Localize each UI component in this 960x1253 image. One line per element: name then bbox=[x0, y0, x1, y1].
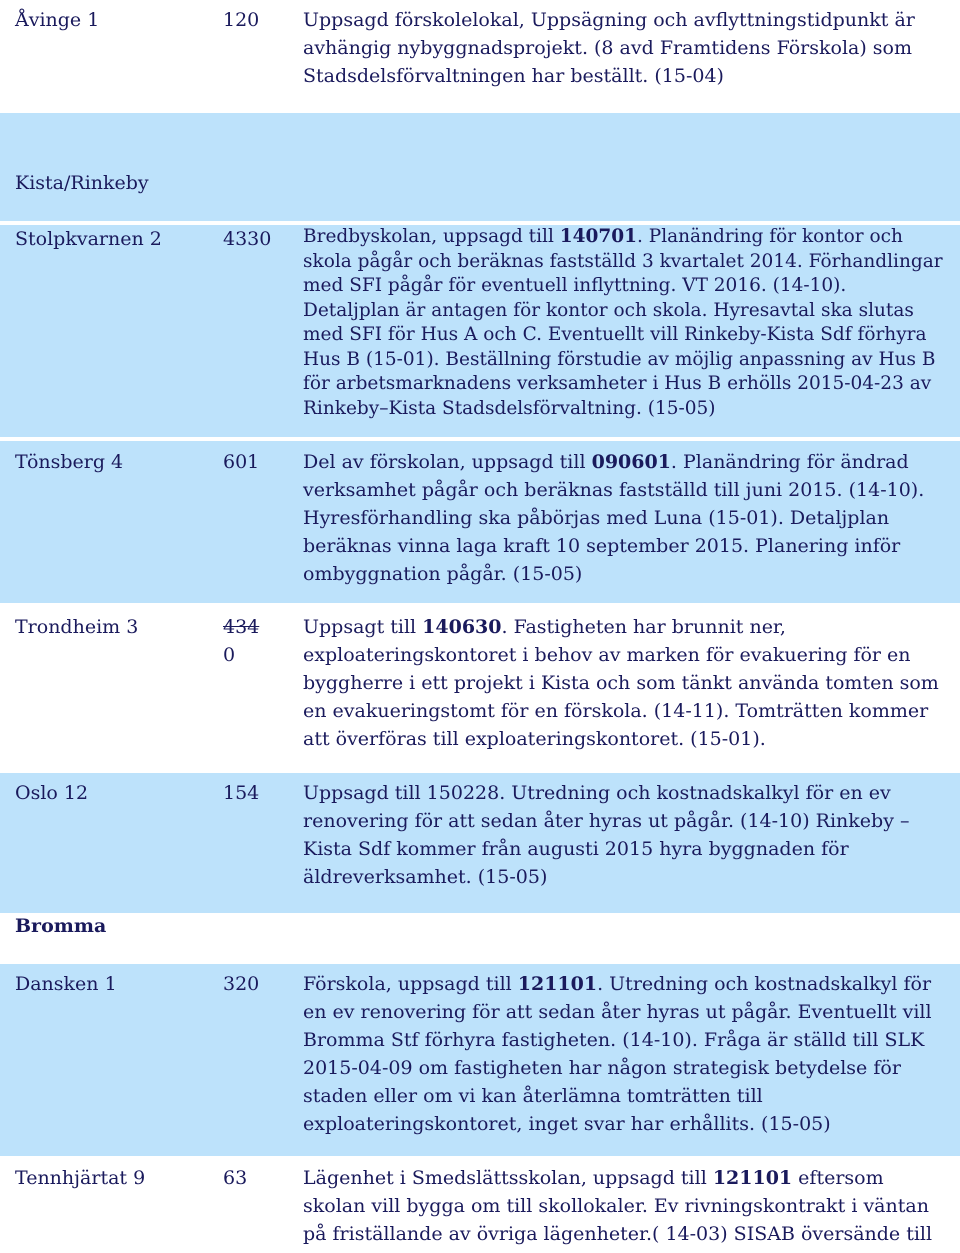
property-name: Stolpkvarnen 2 bbox=[15, 228, 162, 250]
date-bold: 090601 bbox=[591, 451, 671, 473]
description-text: . Planändring för kontor och skola pågår och beräknas fastställd 3 kvartalet 2014. Förhandlingar med SFI pågår för eventuell inflyttning. VT 2016. (14-10). Detaljplan är antagen för kontor och skola. Hyresavtal ska slutas med SFI för Hus A och C. Eventuellt vill Rinkeby-Kista Sdf förhyra Hus B (15-01). Beställning förstudie av möjlig anpassning av Hus B för arbetsmarknadens verksamheter i Hus B erhölls 2015-04-23 av Rinkeby–Kista Stadsdelsförvaltning. (15-05) bbox=[303, 226, 943, 419]
area-value bbox=[223, 613, 293, 669]
description bbox=[303, 448, 948, 588]
date-bold: 140630 bbox=[422, 616, 502, 638]
description bbox=[303, 779, 948, 891]
description-text: Förskola, uppsagd till bbox=[303, 973, 518, 995]
table-row bbox=[0, 607, 960, 769]
description bbox=[303, 613, 948, 753]
description-text: Del av förskolan, uppsagd till bbox=[303, 451, 592, 473]
description bbox=[303, 6, 948, 90]
area-value: 63 bbox=[223, 1167, 248, 1189]
section-title-kista: Kista/Rinkeby bbox=[15, 172, 149, 194]
description bbox=[303, 1164, 948, 1248]
description-text: eftersom skolan vill bygga om till skollokaler. Ev rivningskontrakt i väntan på friställande av övriga lägenheter.( 14-03) SISAB översände till bbox=[303, 1167, 933, 1245]
description-text: . Fastigheten har brunnit ner, exploateringskontoret i behov av marken för evakuering för en byggherre i ett projekt i Kista och som tänkt använda tomten som en evakueringstomt för en förskola. (14-11). Tomträtten kommer att överföras till exploateringskontoret. (15-01). bbox=[303, 616, 939, 750]
table-row bbox=[0, 0, 960, 110]
area-value-struck: 434 bbox=[223, 616, 260, 638]
property-name: Oslo 12 bbox=[15, 782, 89, 804]
property-name: Tennhjärtat 9 bbox=[15, 1167, 146, 1189]
area-value: 120 bbox=[223, 9, 260, 31]
property-name: Åvinge 1 bbox=[15, 9, 100, 31]
table-row bbox=[0, 964, 960, 1156]
table-row bbox=[0, 1160, 960, 1253]
area-value: 601 bbox=[223, 451, 260, 473]
description bbox=[303, 225, 948, 421]
section-header-row bbox=[0, 913, 960, 963]
property-name: Trondheim 3 bbox=[15, 616, 139, 638]
description-text: Uppsagd förskolelokal, Uppsägning och avflyttningstidpunkt är avhängig nybyggnadsprojekt. (8 avd Framtidens Förskola) som Stadsdelsförvaltningen har beställt. (15-04) bbox=[303, 9, 915, 87]
area-value: 4330 bbox=[223, 228, 272, 250]
table-row bbox=[0, 225, 960, 437]
table-row bbox=[0, 773, 960, 913]
section-header-row bbox=[0, 113, 960, 221]
area-value: 154 bbox=[223, 782, 260, 804]
description-text: . Planändring för ändrad verksamhet pågår och beräknas fastställd till juni 2015. (14-10). Hyresförhandling ska påbörjas med Luna (15-01). Detaljplan beräknas vinna laga kraft 10 september 2015. Planering inför ombyggnation pågår. (15-05) bbox=[303, 451, 925, 585]
area-value-second: 0 bbox=[223, 644, 236, 666]
description-text: . Utredning och kostnadskalkyl för en ev renovering för att sedan åter hyras ut pågår. Eventuellt vill Bromma Stf förhyra fastigheten. (14-10). Fråga är ställd till SLK 2015-04-09 om fastigheten har någon strategisk betydelse för staden eller om vi kan återlämna tomträtten till exploateringskontoret, inget svar har erhållits. (15-05) bbox=[303, 973, 932, 1135]
description-text: Lägenhet i Smedslättsskolan, uppsagd till bbox=[303, 1167, 713, 1189]
table-row bbox=[0, 441, 960, 603]
description bbox=[303, 970, 948, 1138]
description-text: Uppsagd till 150228. Utredning och kostnadskalkyl för en ev renovering för att sedan åter hyras ut pågår. (14-10) Rinkeby – Kista Sdf kommer från augusti 2015 hyra byggnaden för äldreverksamhet. (15-05) bbox=[303, 782, 910, 888]
area-value: 320 bbox=[223, 973, 260, 995]
date-bold: 121101 bbox=[517, 973, 598, 995]
property-name: Tönsberg 4 bbox=[15, 451, 124, 473]
date-bold: 140701 bbox=[559, 226, 637, 247]
date-bold: 121101 bbox=[712, 1167, 793, 1189]
description-text: Uppsagt till bbox=[303, 616, 423, 638]
section-title-bromma: Bromma bbox=[15, 915, 107, 937]
property-name: Dansken 1 bbox=[15, 973, 117, 995]
description-text: Bredbyskolan, uppsagd till bbox=[303, 226, 560, 247]
